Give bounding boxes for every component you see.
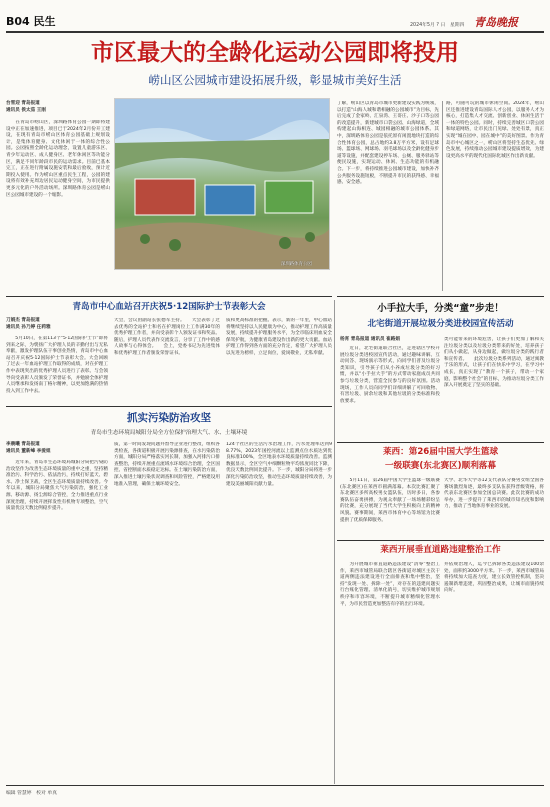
pollution-body-col1: 近年来，青岛市生态环境局城阳分局把污染防治攻坚作为改善生态环境质量的重中之重，坚持精准治污、科学治污、依法治污，持续打好蓝天、碧水、净土保卫战，全区生态环境质量持续改善。今年以来，城阳分局聚焦大气污染防治，强化工业源、移动源、扬尘源综合管控，全力推进重点行业深度治理，持续开展挥发性有机物专项整治，空气质量优良天数比例稳步提升。 bbox=[6, 460, 108, 512]
garbage-headline-line2: 北宅街道开展垃圾分类进校园宣传活动 bbox=[367, 319, 514, 329]
pollution-subheadline: 青岛市生态环境局城阳分局全方位保护治理大气、水、土壤环境 bbox=[90, 430, 248, 436]
pollution-byline-correspondent: 通讯员 董新峰 李爱姐 bbox=[6, 449, 51, 454]
lead-subheadline: 崂山区公园城市建设拓展升级，彰显城市美好生活 bbox=[148, 73, 402, 87]
newspaper-logo: 青岛晚报 bbox=[474, 16, 518, 29]
lead-byline-reporter: 台雪迎 青岛报道 bbox=[6, 101, 40, 106]
basketball-headline-line2: 一级联赛(东北赛区)顺利落幕 bbox=[385, 461, 496, 471]
pollution-body-col2: 质，第一时间发现问题并督导企业进行整改，组织各类检查，各街道积极开展污染源排查，在水污染防治方面，城阳分局严格落实河长制，加强入河排污口排查整治，持续开展重点流域水环境综合治理，全区国控、省控断面水质稳定达标。在土壤污染防治方面，深入推进土壤污染状况调查和风险管控，严格建设用地准入管理，确保土壤环境安全。 bbox=[114, 442, 220, 487]
demolition-body-col1: 为开展城市垂直道路违法建设“清零”整治工作，莱西市城管局联合辖区各街道对城区主次干道两侧违法建设进行全面排查和集中整治，坚持“发现一处、拆除一处”，对存在的违建问题实行台账化管理、清单化销号，切实维护城市规划秩序和市容环境，不断提升城市精细化管理水平，为市民营造更加整洁有序的出行环境。 bbox=[340, 562, 440, 607]
pollution-body-col3: 124个社区的生活污水治理工作，污水处理率达到98.77%，2023年国控河流以上监测点位水质达到优良标准100%，全区地表水环境质量持续改善。监测数据显示，全区空气中细颗粒物平均浓度同比下降，优良天数比例同比提升。下一步，城阳分局将进一步深化污染防治攻坚，推动生态环境质量持续改善，为建设美丽城阳贡献力量。 bbox=[226, 442, 332, 487]
pollution-headline: 抓实污染防治攻坚 bbox=[127, 412, 211, 424]
lead-bottom-rule-right bbox=[337, 296, 544, 297]
header-rule bbox=[6, 31, 544, 33]
lead-body-col2: 了解，崂山区以青岛市城市更新建设实践为统领，以打造“山海人城和谐相融的公园城市”为目标，先后完成了金家岭、汇泉湾、王哥庄、沙子口等公园的改造提升，新建城市口袋公园、山海绿道，全域构建起山海相连、城园相融的城市公园体系。其中，深圳路体育公园是依托原有闲置地块打造的综合性体育公园，总占地约3.8万平方米，设有足球场、篮球场、网球场、羽毛球场以及全龄化健身步道等设施，并配套建设停车场、公厕、服务驿站等便民设施，实现运动、休闲、生态功能的有机融合。下一步，将持续推进公园城市建设，加快补齐公共服务设施短板，不断提升市民的获得感、幸福感、安全感。 bbox=[337, 101, 439, 186]
demolition-headline: 莱西开展垂直道路违建整治工作 bbox=[380, 545, 501, 555]
issue-weekday: 星期四 bbox=[450, 23, 465, 28]
lead-headline: 市区最大的全龄化运动公园即将投用 bbox=[91, 39, 459, 66]
nurse-body-col1: 5月10日，在第113个“5·12国际护士节”即将到来之际，为褒扬广大护理人员的辛勤付出与无私奉献，激发护理队伍干事创业热情，青岛市中心血站召开庆祝5·12国际护士节表彰大会。大会回顾了过去一年血站护理工作取得的成绩，对在护理工作中表现突出的优秀护理人员进行了表彰。与会领导向受表彰人员颁发了荣誉证书，并勉励全体护理人员继承和发扬南丁格尔精神，以更加饱满的热情投入到工作中去。 bbox=[6, 336, 108, 394]
lead-bottom-rule bbox=[6, 296, 332, 297]
right-column-divider bbox=[334, 300, 335, 784]
page-header bbox=[0, 0, 550, 40]
nurse-byline-correspondent: 通讯员 孙乃婷 任莉雅 bbox=[6, 325, 51, 330]
garbage-body-col1: 近日，北宅街道联合社区，走进辖区学校开展垃圾分类进校园宣传活动，通过趣味讲解、互动问答、现场演示等形式，向同学们普及垃圾分类知识，引导孩子们从小养成垃圾分类的好习惯，并以“小手拉大手”的方式带动家庭成员共同参与垃圾分类，营造全民参与的良好氛围。活动现场，工作人员向同学们详细讲解了可回收物、有害垃圾、厨余垃圾和其他垃圾的分类标准和投放要求。 bbox=[340, 346, 440, 404]
issue-date: 2024年5月 ? 日 bbox=[410, 23, 446, 28]
nurse-byline-reporter: 刀娟杰 青岛报道 bbox=[6, 318, 40, 323]
garbage-byline: 杨宵 青岛报道 通讯员 崔路娟 bbox=[340, 337, 400, 342]
garbage-bottom-rule bbox=[337, 442, 544, 443]
lead-byline-correspondent: 通讯员 侯太茹 王刚 bbox=[6, 108, 46, 113]
park-aerial-illustration bbox=[115, 99, 330, 270]
lead-photo-caption: 深圳路体育公园 bbox=[281, 262, 312, 267]
section-label: B04 民生 bbox=[6, 15, 56, 28]
pollution-byline-reporter: 李晨曦 青岛报道 bbox=[6, 442, 40, 447]
demolition-body-col2: 并依规治理人，迄今已拆除各类违法建设100余处，面积约3000平方米。下一步，莱西市城管局将持续加大巡查力度，建立长效管控机制，坚决遏制新增违建，巩固整治成果，让城市面貌持续向好。 bbox=[444, 562, 544, 594]
lead-body-col1: 在青岛市崂山区，深圳路体育公园一期即将建设中正在加速推进，项目已于2024年2月份开工建设，在现有青岛市崂山区体育公园基础上规划设计，是集体育健身、文化休闲于一体的综合性公园。公园按照全龄化运动理念，设置儿童游乐区、青少年运动区、成人健身区、老年休闲区等功能分区，满足不同年龄段市民的运动需求。目前已基本完工，正在进行附属设施安装和最后验收，预计近期投入使用。作为崂山区重点民生工程，公园的建设将有效补充周边居民运动健身空间，为市民提供更多元化的户外活动场所。深圳路体育公园是崂山区公园城市建设的一个缩影。 bbox=[6, 120, 110, 198]
nurse-body-col2: 大会，会议由副站长张德军主持。 大会表彰了过去优秀的全站护士和名在护理岗位上工作满30年的优秀护理工作者，并向受表彰个人颁发证书和奖品。随后，护理人员代表作交流发言，分享了工作中的感人故事与心得体会。 会上，党委书记为先进集体和优秀护理工作者颁发荣誉证书。 bbox=[114, 318, 220, 356]
garbage-headline-line1: 小手拉大手，分类“童”步走！ bbox=[377, 303, 504, 314]
lead-col-divider bbox=[442, 101, 443, 291]
basketball-bottom-rule bbox=[337, 540, 544, 541]
basketball-body-col1: 5月11日，第26届中国大学生篮球一级联赛(东北赛区)在莱西市圆满落幕。本次比赛汇聚了东北赛区多所高校男女篮队伍，历时多日，各参赛队伍奋勇拼搏，为观众奉献了一场场精彩纷呈的比赛，充分展现了当代大学生积极向上的精神风貌。赛事期间，莱西市体育中心等场馆为比赛提供了优质保障服务。 bbox=[340, 478, 440, 523]
garbage-body-col2: 类可能带来的环境危害，让孩子们更加了解和关注垃圾分类以及垃圾分类带来的好处，培养孩子们从小做起，从身边做起，做垃圾分类的践行者和宣传者。 此次垃圾分类系列活动，通过寓教于乐的形式，让孩子们在快乐中学习，在学习中成长，真正实现了“教育一个孩子，带动一个家庭，影响整个社会”的目标，为推动垃圾分类工作深入开展奠定了坚实的基础。 bbox=[444, 337, 544, 389]
lead-body-col3: 路，可随可玩的城市休闲空间。2024年，崂山区还推进建设青岛国际人才公园，以服务人才为核心，打造集人才交流、创新创业、休闲生活于一体的特色公园。同时，持续完善城区口袋公园和绿道网络，让市民出门见绿、处处有景，真正实现“城在园中、园在城中”的美好图景。作为青岛市中心城区之一，崂山区将坚持生态优先、绿色发展，持续推动公园城市建设提质增效，为建设更高水平的现代化国际化城区作出新贡献。 bbox=[446, 101, 544, 159]
footer-rule bbox=[6, 785, 544, 786]
basketball-headline-line1: 莱西：第26届中国大学生篮球 bbox=[382, 447, 499, 457]
nurse-body-col3: 质和更高标准的把握。表示，新的一年里，中心血站将继续坚持以人民健康为中心，推动护理工作高质量发展，持续提升护理服务水平，为全市临床用血安全保驾护航，为健康青岛建设作出新的更大贡献。血站护理工作得到各方面的充分肯定，希望广大护理人员以先进为榜样，立足岗位，爱岗敬业，无私奉献。 bbox=[226, 318, 332, 356]
footer-editor-credit: 编辑 管慧婷 校对 单真 bbox=[6, 791, 58, 796]
lead-photo bbox=[114, 98, 330, 270]
basketball-body-col2: 大学、北华大学等12支代表队分赛男女组全国各赛场激烈角逐，最终多支队伍获得晋级资格，将代表东北赛区参加全国总决赛。此次比赛的成功举办，进一步提升了莱西市的城市知名度和影响力，推动了当地体育事业的发展。 bbox=[444, 478, 544, 510]
nurse-headline: 青岛市中心血站召开庆祝5·12国际护士节表彰大会 bbox=[72, 302, 266, 312]
nurse-bottom-rule bbox=[6, 406, 332, 407]
